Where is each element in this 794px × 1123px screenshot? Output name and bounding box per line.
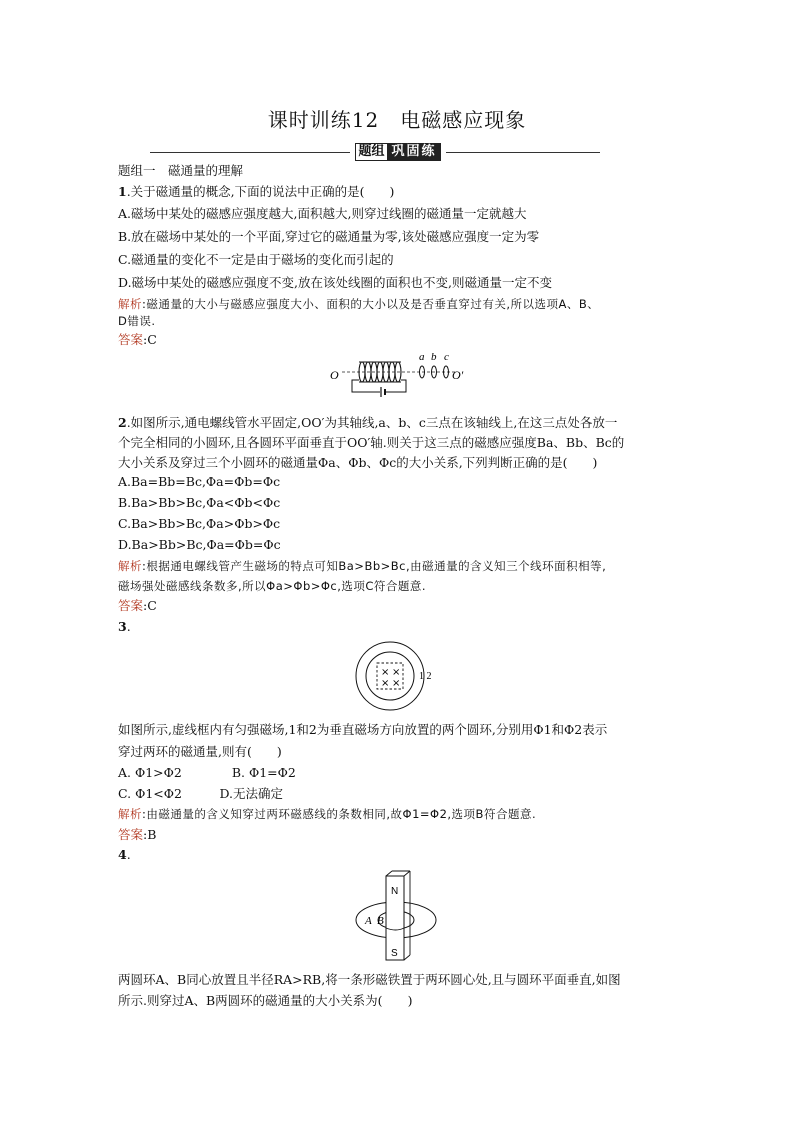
solenoid-figure xyxy=(328,350,478,400)
q4-number: 4 xyxy=(118,847,127,862)
q2-solution-line1 xyxy=(118,558,678,574)
q3-answer xyxy=(118,827,678,843)
q4-number-line xyxy=(118,847,678,863)
q3-answer-label: 答案 xyxy=(118,827,144,842)
q3-options-ab: A. Φ1>Φ2 B. Φ1=Φ2 xyxy=(118,765,296,780)
magnet-south-label: S xyxy=(391,948,398,959)
q1-answer xyxy=(118,332,678,348)
fig1-label-b: b xyxy=(431,351,437,363)
q3-dot: . xyxy=(126,619,131,634)
q1-stem-text: .关于磁通量的概念,下面的说法中正确的是( ) xyxy=(126,184,395,199)
q2-answer xyxy=(118,598,678,614)
q2-answer-label: 答案 xyxy=(118,598,144,613)
q2-option-c: C.Ba>Bb>Bc,Φa>Φb>Φc xyxy=(118,516,281,531)
svg-text:×: × xyxy=(392,667,401,678)
q3-solution xyxy=(118,806,678,822)
band-tag xyxy=(348,142,448,162)
fig1-label-o-prime: O′ xyxy=(452,368,464,382)
q1-answer-label: 答案 xyxy=(118,332,144,347)
q3-number-line xyxy=(118,619,678,635)
q1-option-d: D.磁场中某处的磁感应强度不变,放在该处线圈的面积也不变,则磁通量一定不变 xyxy=(118,275,552,290)
q2-option-a: A.Ba=Bb=Bc,Φa=Φb=Φc xyxy=(118,474,281,489)
group-heading: 题组一 磁通量的理解 xyxy=(118,163,244,178)
q3-options-cd: C. Φ1<Φ2 D.无法确定 xyxy=(118,786,283,801)
q2-answer-value: :C xyxy=(143,598,157,613)
q3-line2: 穿过两环的磁通量,则有( ) xyxy=(118,744,282,759)
q1-answer-value: :C xyxy=(143,332,157,347)
field-crosses xyxy=(381,667,400,689)
ring-1 xyxy=(366,652,414,700)
q4-line2: 所示.则穿过A、B两圆环的磁通量的大小关系为( ) xyxy=(118,993,413,1008)
band-tag-left: 题组 xyxy=(355,143,387,161)
page-title: 课时训练12 电磁感应现象 xyxy=(267,108,527,132)
q2-option-d: D.Ba>Bb>Bc,Φa=Φb=Φc xyxy=(118,537,281,552)
svg-text:×: × xyxy=(381,678,390,689)
q2-line1 xyxy=(118,415,678,431)
q1-solution-line1 xyxy=(118,296,678,312)
section-band xyxy=(150,146,600,160)
q2-solution-text: :根据通电螺线管产生磁场的特点可知Ba>Bb>Bc,由磁通量的含义知三个线环面积相等, xyxy=(142,559,607,573)
q3-answer-value: :B xyxy=(143,827,157,842)
fig1-label-a: a xyxy=(419,351,425,363)
rings-figure xyxy=(346,640,446,712)
magnet-figure xyxy=(352,868,452,964)
q3-line1: 如图所示,虚线框内有匀强磁场,1和2为垂直磁场方向放置的两个圆环,分别用Φ1和Φ2表示 xyxy=(118,722,608,737)
q1-option-b: B.放在磁场中某处的一个平面,穿过它的磁通量为零,该处磁感应强度一定为零 xyxy=(118,229,540,244)
q3-solution-text: :由磁通量的含义知穿过两环磁感线的条数相同,故Φ1=Φ2,选项B符合题意. xyxy=(142,807,537,821)
q1-number: 1 xyxy=(118,184,127,199)
q1-option-a: A.磁场中某处的磁感应强度越大,面积越大,则穿过线圈的磁通量一定就越大 xyxy=(118,206,527,221)
band-line-left xyxy=(150,152,350,153)
q2-solution-line2: 磁场强处磁感线条数多,所以Φa>Φb>Φc,选项C符合题意. xyxy=(118,579,427,593)
rings-label: 1 2 xyxy=(419,671,432,682)
q3-number: 3 xyxy=(118,619,127,634)
q1-solution-line2: D错误. xyxy=(118,314,156,328)
band-line-right xyxy=(446,152,600,153)
q2-line2: 个完全相同的小圆环,且各圆环平面垂直于OO′轴.则关于这三点的磁感应强度Ba、Bb、Bc的 xyxy=(118,435,625,450)
q2-option-b: B.Ba>Bb>Bc,Φa<Φb<Φc xyxy=(118,495,281,510)
q1-option-c: C.磁通量的变化不一定是由于磁场的变化而引起的 xyxy=(118,252,394,267)
ring-b-label: B xyxy=(377,915,384,927)
q2-line3: 大小关系及穿过三个小圆环的磁通量Φa、Φb、Φc的大小关系,下列判断正确的是( ) xyxy=(118,455,598,470)
q1-solution-label: 解析 xyxy=(118,297,142,311)
q2-number: 2 xyxy=(118,415,127,430)
fig1-label-c: c xyxy=(444,351,449,363)
q2-line1-text: .如图所示,通电螺线管水平固定,OO′为其轴线,a、b、c三点在该轴线上,在这三点处各放一 xyxy=(126,415,618,430)
ring-a-label: A xyxy=(365,915,372,927)
svg-text:×: × xyxy=(381,667,390,678)
magnet-north-label: N xyxy=(391,886,399,897)
q4-line1: 两圆环A、B同心放置且半径RA>RB,将一条形磁铁置于两环圆心处,且与圆环平面垂直,如图 xyxy=(118,972,621,987)
q3-solution-label: 解析 xyxy=(118,807,142,821)
q1-solution-text: :磁通量的大小与磁感应强度大小、面积的大小以及是否垂直穿过有关,所以选项A、B、 xyxy=(142,297,600,311)
band-tag-right: 巩固练 xyxy=(388,143,441,161)
q1-stem xyxy=(118,184,678,200)
svg-text:×: × xyxy=(392,678,401,689)
q4-dot: . xyxy=(126,847,131,862)
q2-solution-label: 解析 xyxy=(118,559,142,573)
fig1-label-o: O xyxy=(330,368,339,382)
